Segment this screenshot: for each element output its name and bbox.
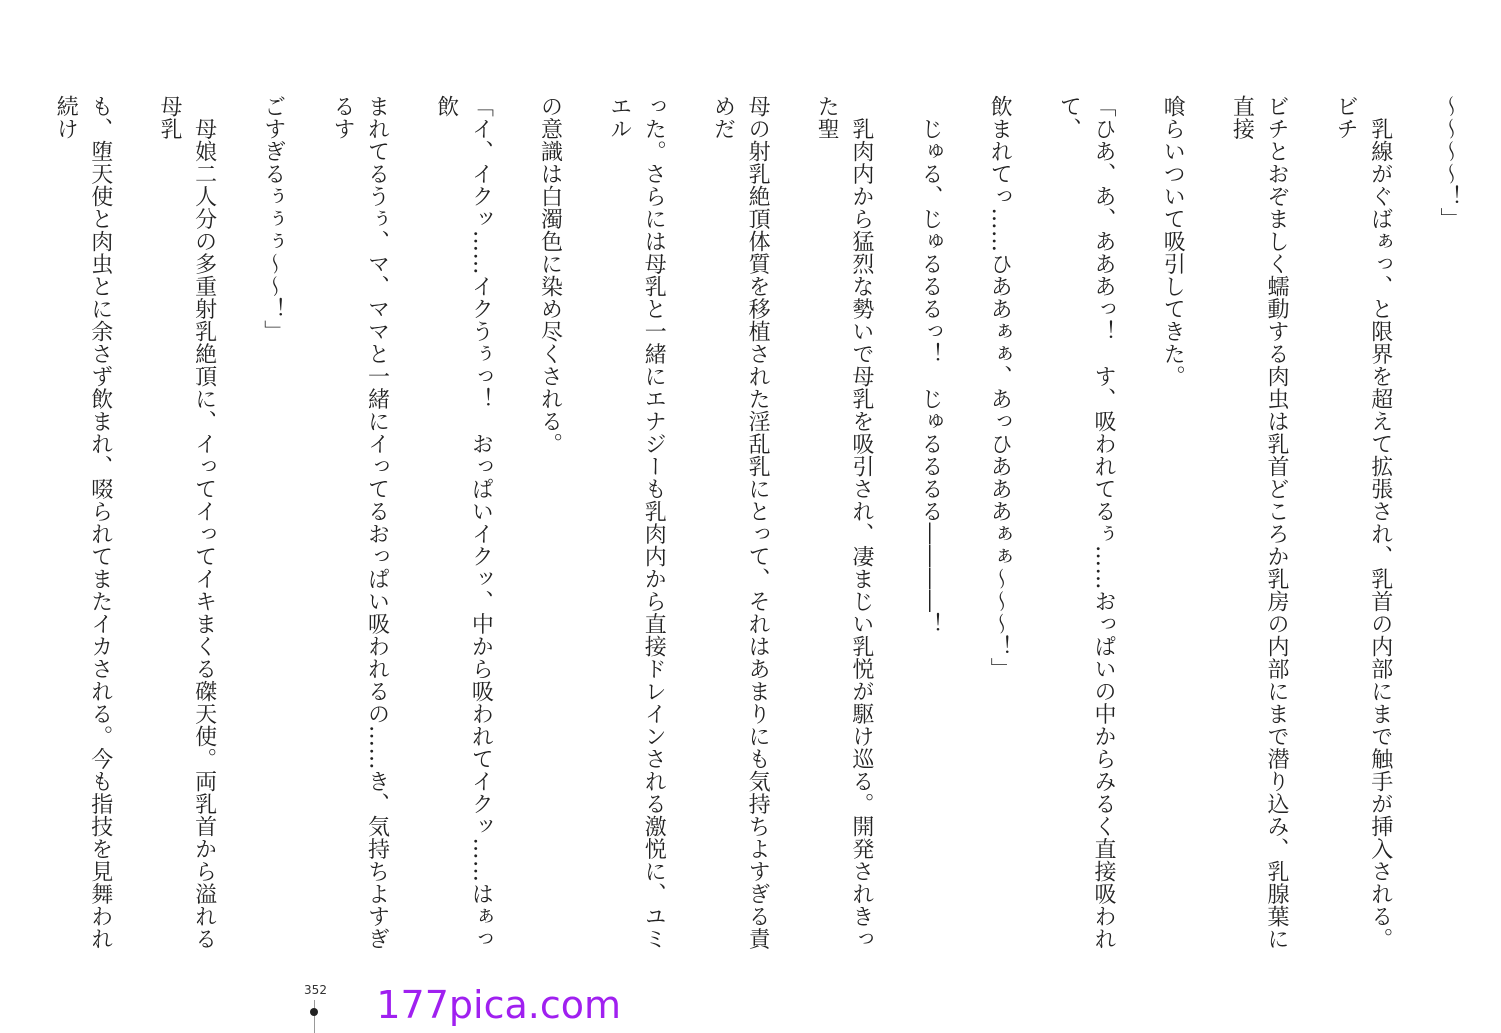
- text-line: 母娘二人分の多重射乳絶頂に、イってイってイキまくる磔天使。両乳首から溢れる母乳: [156, 95, 217, 950]
- text-line: 飲まれてっ……ひああぁぁ、あっひあああぁぁ～～～！」: [987, 95, 1013, 680]
- text-line: ごすぎるぅぅぅ～～！」: [260, 95, 286, 343]
- text-line: まれてるうぅ、マ、ママと一緒にイってるおっぱい吸われるの……き、気持ちよすぎるす: [329, 95, 390, 950]
- text-line: 乳線がぐばぁっ、と限界を超えて拡張され、乳首の内部にまで触手が挿入される。ビチ: [1333, 95, 1393, 950]
- text-line: 「ひあ、あ、あああっ！ す、吸われてるぅ……おっぱいの中からみるく直接吸われて、: [1056, 95, 1116, 950]
- text-line: 乳肉内から猛烈な勢いで母乳を吸引され、凄まじい乳悦が駆け巡る。開発されきった聖: [814, 95, 874, 950]
- text-line: 喰らいついて吸引してきた。: [1160, 95, 1186, 388]
- text-line: の意識は白濁色に染め尽くされる。: [537, 95, 563, 455]
- text-line: じゅる、じゅるるるっ！ じゅるるるる――――！: [918, 95, 944, 635]
- vertical-text-column: [13, 95, 1501, 953]
- text-line: った。さらには母乳と一緒にエナジーも乳肉内から直接ドレインされる激悦に、ユミエル: [606, 95, 667, 950]
- page-marker-dot-icon: [310, 1008, 318, 1016]
- site-watermark: 177pica.com: [376, 983, 621, 1027]
- novel-text-block: [13, 95, 1462, 953]
- text-line: ～～～～！」: [1436, 95, 1462, 230]
- page-marker-line: [314, 1000, 315, 1033]
- page-number: 352: [304, 983, 327, 997]
- text-line: も、堕天使と肉虫とに余さず飲まれ、啜られてまたイカされる。今も指技を見舞われ続け: [53, 95, 113, 950]
- text-line: 「イ、イクッ……イクうぅっ！ おっぱいイクッ、中から吸われてイクッ……はぁっ飲: [433, 95, 494, 950]
- text-line: ビチとおぞましく蠕動する肉虫は乳首どころか乳房の内部にまで潜り込み、乳腺葉に直接: [1229, 95, 1289, 950]
- text-line: 母の射乳絶頂体質を移植された淫乱乳にとって、それはあまりにも気持ちよすぎる責めだ: [710, 95, 771, 950]
